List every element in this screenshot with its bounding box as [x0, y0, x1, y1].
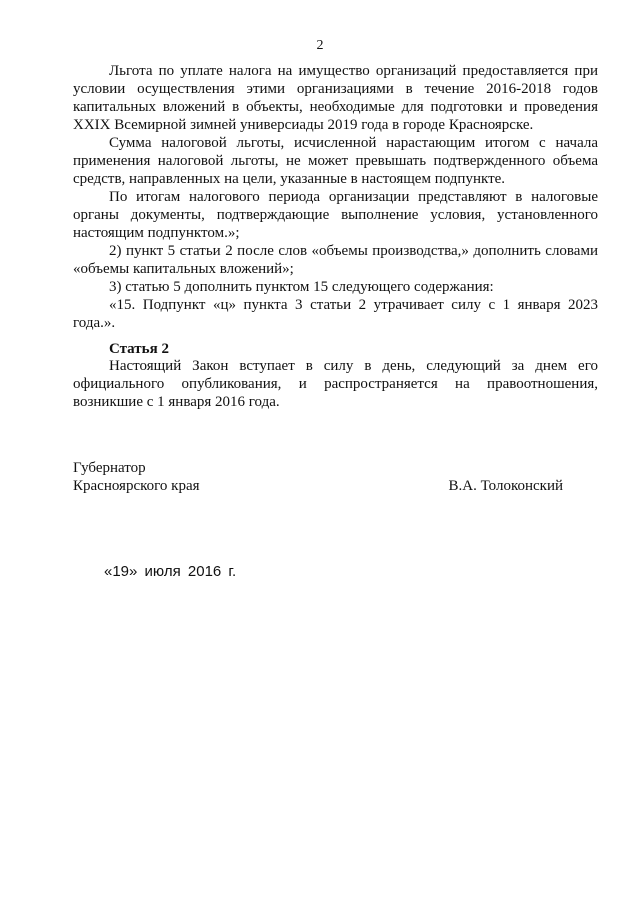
paragraph-amendment-3: 3) статью 5 дополнить пунктом 15 следующего содержания:: [109, 279, 494, 295]
paragraph-benefit-condition: Льгота по уплате налога на имущество организаций предоставляется при условии осуществления этими организациями в течение 2016-2018 годов капитальных вложений в объекты, необходимые для подготовки и проведения XXIX Всемирной зимней универсиады 2019 года в городе Красноярске.: [73, 63, 598, 133]
signatory-name: В.А. Толоконский: [448, 478, 563, 494]
signature-block: [73, 459, 563, 495]
paragraph-benefit-amount: Сумма налоговой льготы, исчисленной нарастающим итогом с начала применения налоговой льготы, не может превышать подтвержденного объема средств, направленных на цели, указанные в настоящем подпункте.: [73, 135, 598, 187]
page-number: 2: [316, 38, 324, 53]
signatory-position: Губернатор: [73, 460, 146, 476]
article-paragraph: Настоящий Закон вступает в силу в день, следующий за днем его официального опубликования, и распространяется на правоотношения, возникшие с 1 января 2016 года.: [73, 358, 598, 410]
article-heading: Статья 2: [109, 341, 169, 357]
paragraph-documents: По итогам налогового периода организации представляют в налоговые органы документы, подтверждающие выполнение условия, установленного настоящим подпунктом.»;: [73, 189, 598, 241]
paragraph-item-15: «15. Подпункт «ц» пункта 3 статьи 2 утрачивает силу с 1 января 2023 года.».: [73, 297, 598, 331]
signatory-region: Красноярского края: [73, 478, 200, 494]
paragraph-amendment-2: 2) пункт 5 статьи 2 после слов «объемы производства,» дополнить словами «объемы капитальных вложений»;: [73, 243, 598, 277]
law-body: [73, 62, 598, 332]
signing-date: «19» июля 2016 г.: [104, 563, 237, 580]
article-body: [73, 357, 598, 411]
